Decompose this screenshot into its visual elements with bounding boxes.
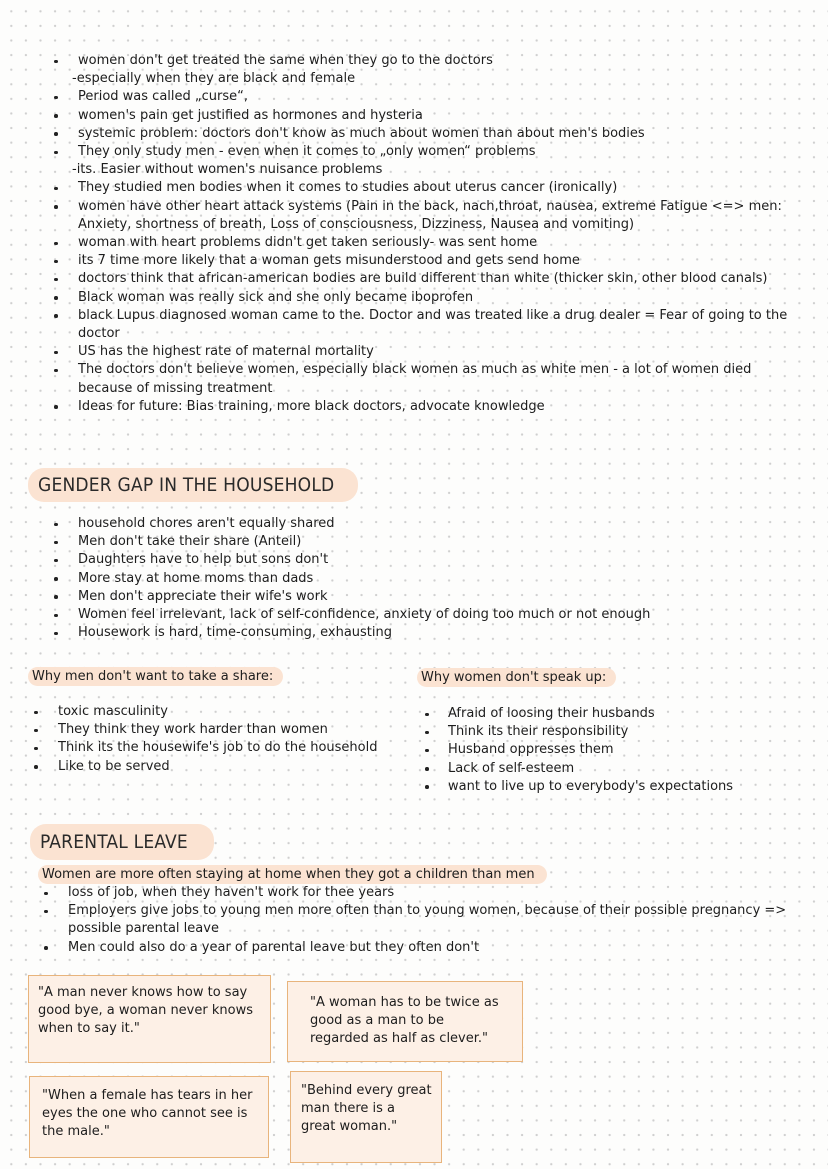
- quote-text: "When a female has tears in her eyes the one who cannot see is the male.": [42, 1088, 253, 1139]
- list-item: They only study men - even when it comes to „only women“ problems: [78, 143, 798, 161]
- quote-card: [28, 975, 271, 1063]
- list-item: US has the highest rate of maternal mortality: [78, 343, 798, 361]
- list-item: Afraid of loosing their husbands: [448, 705, 808, 723]
- list-item: Husband oppresses them: [448, 741, 808, 759]
- list-item: its 7 time more likely that a woman gets misunderstood and gets send home: [78, 252, 798, 270]
- men-reasons-heading: Why men don't want to take a share:: [28, 667, 283, 686]
- list-item: women don't get treated the same when they go to the doctors: [78, 52, 798, 70]
- list-item: Men don't appreciate their wife's work: [78, 588, 798, 606]
- women-reasons-heading: Why women don't speak up:: [417, 668, 616, 687]
- list-item: The doctors don't believe women, especially black women as much as white men - a lot of women died because of missing treatment: [78, 361, 798, 397]
- quote-card: [287, 981, 523, 1062]
- list-item: loss of job, when they haven't work for thee years: [68, 884, 798, 902]
- list-item: doctors think that african-american bodies are build different than white (thicker skin, other blood canals): [78, 270, 798, 288]
- health-gap-list: [72, 52, 798, 416]
- parental-leave-subheading: Women are more often staying at home when they got a children than men: [38, 865, 547, 884]
- list-item: household chores aren't equally shared: [78, 515, 798, 533]
- list-item: More stay at home moms than dads: [78, 570, 798, 588]
- parental-leave-heading: PARENTAL LEAVE: [30, 824, 214, 860]
- list-item: systemic problem: doctors don't know as much about women than about men's bodies: [78, 125, 798, 143]
- quote-text: "Behind every great man there is a great woman.": [301, 1083, 432, 1134]
- list-item: They think they work harder than women: [58, 721, 388, 739]
- list-item: black Lupus diagnosed woman came to the. Doctor and was treated like a drug dealer = Fear of going to the doctor: [78, 307, 798, 343]
- list-item: Period was called „curse“,: [78, 88, 798, 106]
- household-heading: GENDER GAP IN THE HOUSEHOLD: [28, 468, 358, 502]
- list-item: Men don't take their share (Anteil): [78, 533, 798, 551]
- quote-card: [29, 1076, 269, 1158]
- household-list: [78, 515, 798, 642]
- quote-text: "A man never knows how to say good bye, a woman never knows when to say it.": [38, 985, 253, 1036]
- list-item: Lack of self-esteem: [448, 760, 808, 778]
- list-item: Employers give jobs to young men more often than to young women, because of their possible pregnancy => possible parental leave: [68, 902, 798, 938]
- list-item-continuation: -especially when they are black and female: [72, 71, 356, 87]
- list-item: Think its the housewife's job to do the household: [58, 739, 388, 757]
- list-item: Daughters have to help but sons don't: [78, 551, 798, 569]
- men-reasons-list: [58, 703, 388, 776]
- list-item: Housework is hard, time-consuming, exhausting: [78, 624, 798, 642]
- list-item: Black woman was really sick and she only became iboprofen: [78, 289, 798, 307]
- list-item: want to live up to everybody's expectations: [448, 778, 808, 796]
- list-item: Ideas for future: Bias training, more black doctors, advocate knowledge: [78, 398, 798, 416]
- list-item: Like to be served: [58, 758, 388, 776]
- list-item: Women feel irrelevant, lack of self-confidence, anxiety of doing too much or not enough: [78, 606, 798, 624]
- quote-text: "A woman has to be twice as good as a man to be regarded as half as clever.": [310, 995, 499, 1046]
- list-item: woman with heart problems didn't get taken seriously- was sent home: [78, 234, 798, 252]
- parental-leave-list: [68, 884, 798, 957]
- list-item: women's pain get justified as hormones and hysteria: [78, 107, 798, 125]
- quote-card: [290, 1071, 442, 1163]
- list-item-continuation: -its. Easier without women's nuisance problems: [72, 162, 383, 178]
- list-item: Think its their responsibility: [448, 723, 808, 741]
- list-item: They studied men bodies when it comes to studies about uterus cancer (ironically): [78, 179, 798, 197]
- list-item: Men could also do a year of parental leave but they often don't: [68, 939, 798, 957]
- women-reasons-list: [448, 705, 808, 796]
- list-item: toxic masculinity: [58, 703, 388, 721]
- list-item: women have other heart attack systems (Pain in the back, nach,throat, nausea, extreme Fatigue <=> men: Anxiety, shortness of breath, Loss of consciousness, Dizziness, Nausea and vomiting): [78, 198, 798, 234]
